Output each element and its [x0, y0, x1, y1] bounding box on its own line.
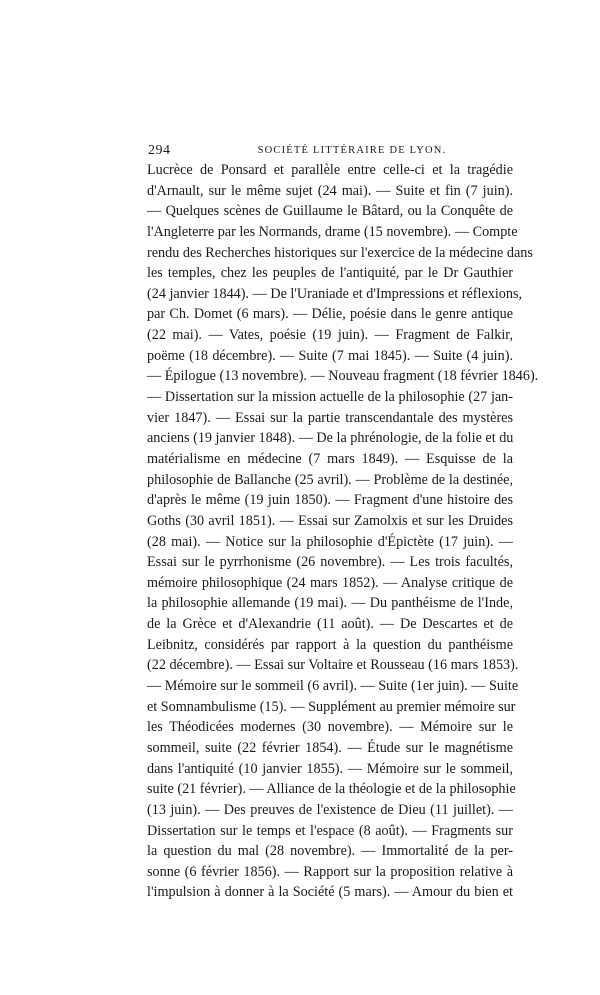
text-line: de la Grèce et d'Alexandrie (11 août). — De Descartes et de [147, 616, 513, 633]
text-line: rendu des Recherches historiques sur l'exercice de la médecine dans [147, 244, 533, 261]
text-line: (28 mai). — Notice sur la philosophie d'Épictète (17 juin). — [147, 533, 513, 550]
text-line: (24 janvier 1844). — De l'Uraniade et d'Impressions et réflexions, [147, 285, 523, 302]
text-line: Leibnitz, considérés par rapport à la question du panthéisme [147, 636, 513, 653]
text-line: — Mémoire sur le sommeil (6 avril). — Suite (1er juin). — Suite [147, 678, 519, 695]
text-line: Lucrèce de Ponsard et parallèle entre celle-ci et la tragédie [147, 162, 513, 178]
text-line: anciens (19 janvier 1848). — De la phrénologie, de la folie et du [147, 430, 514, 447]
running-title: SOCIÉTÉ LITTÉRAIRE DE LYON. [257, 145, 447, 156]
text-line: (13 juin). — Des preuves de l'existence de Dieu (11 juillet). — [147, 801, 513, 818]
text-line: Dissertation sur le temps et l'espace (8 août). — Fragments sur [147, 822, 513, 839]
text-line: vier 1847). — Essai sur la partie transcendantale des mystères [147, 409, 513, 426]
text-line: d'après le même (19 juin 1850). — Fragment d'une histoire des [147, 492, 513, 509]
text-line: et Somnambulisme (15). — Supplément au premier mémoire sur [147, 698, 516, 715]
text-line: — Dissertation sur la mission actuelle de la philosophie (27 jan- [147, 389, 513, 406]
text-line: poëme (18 décembre). — Suite (7 mai 1845). — Suite (4 juin). [147, 347, 513, 364]
text-line: — Quelques scènes de Guillaume le Bâtard, ou la Conquête de [147, 203, 513, 220]
text-line: la philosophie allemande (19 mai). — Du panthéisme de l'Inde, [147, 595, 513, 612]
text-line: mémoire philosophique (24 mars 1852). — Analyse critique de [147, 574, 513, 591]
text-line: dans l'antiquité (10 janvier 1855). — Mémoire sur le sommeil, [147, 760, 513, 777]
text-line: Essai sur le pyrrhonisme (26 novembre). — Les trois facultés, [147, 554, 513, 571]
text-line: sonne (6 février 1856). — Rapport sur la proposition relative à [147, 863, 513, 880]
text-line: les temples, chez les peuples de l'antiquité, par le Dr Gauthier [147, 265, 513, 282]
text-line: Goths (30 avril 1851). — Essai sur Zamolxis et sur les Druides [147, 512, 513, 529]
text-line: sommeil, suite (22 février 1854). — Étude sur le magnétisme [147, 739, 513, 756]
text-line: (22 décembre). — Essai sur Voltaire et Rousseau (16 mars 1853). [147, 657, 519, 674]
text-line: par Ch. Domet (6 mars). — Délie, poésie dans le genre antique [147, 306, 513, 323]
text-line: l'impulsion à donner à la Société (5 mars). — Amour du bien et [147, 884, 513, 901]
text-line: d'Arnault, sur le même sujet (24 mai). — Suite et fin (7 juin). [147, 182, 513, 199]
body-text [147, 160, 539, 903]
page-number: 294 [148, 143, 171, 158]
text-line: — Épilogue (13 novembre). — Nouveau fragment (18 février 1846). [147, 368, 539, 385]
text-line: suite (21 février). — Alliance de la théologie et de la philosophie [147, 781, 516, 798]
text-line: (22 mai). — Vates, poésie (19 juin). — Fragment de Falkir, [147, 327, 513, 344]
text-line: les Théodicées modernes (30 novembre). — Mémoire sur le [147, 719, 513, 736]
text-line: philosophie de Ballanche (25 avril). — Problème de la destinée, [147, 471, 513, 488]
running-head [148, 143, 514, 161]
text-line: la question du mal (28 novembre). — Immortalité de la per- [147, 843, 513, 860]
text-line: l'Angleterre par les Normands, drame (15 novembre). — Compte [147, 223, 518, 240]
text-line: matérialisme en médecine (7 mars 1849). — Esquisse de la [147, 450, 513, 467]
